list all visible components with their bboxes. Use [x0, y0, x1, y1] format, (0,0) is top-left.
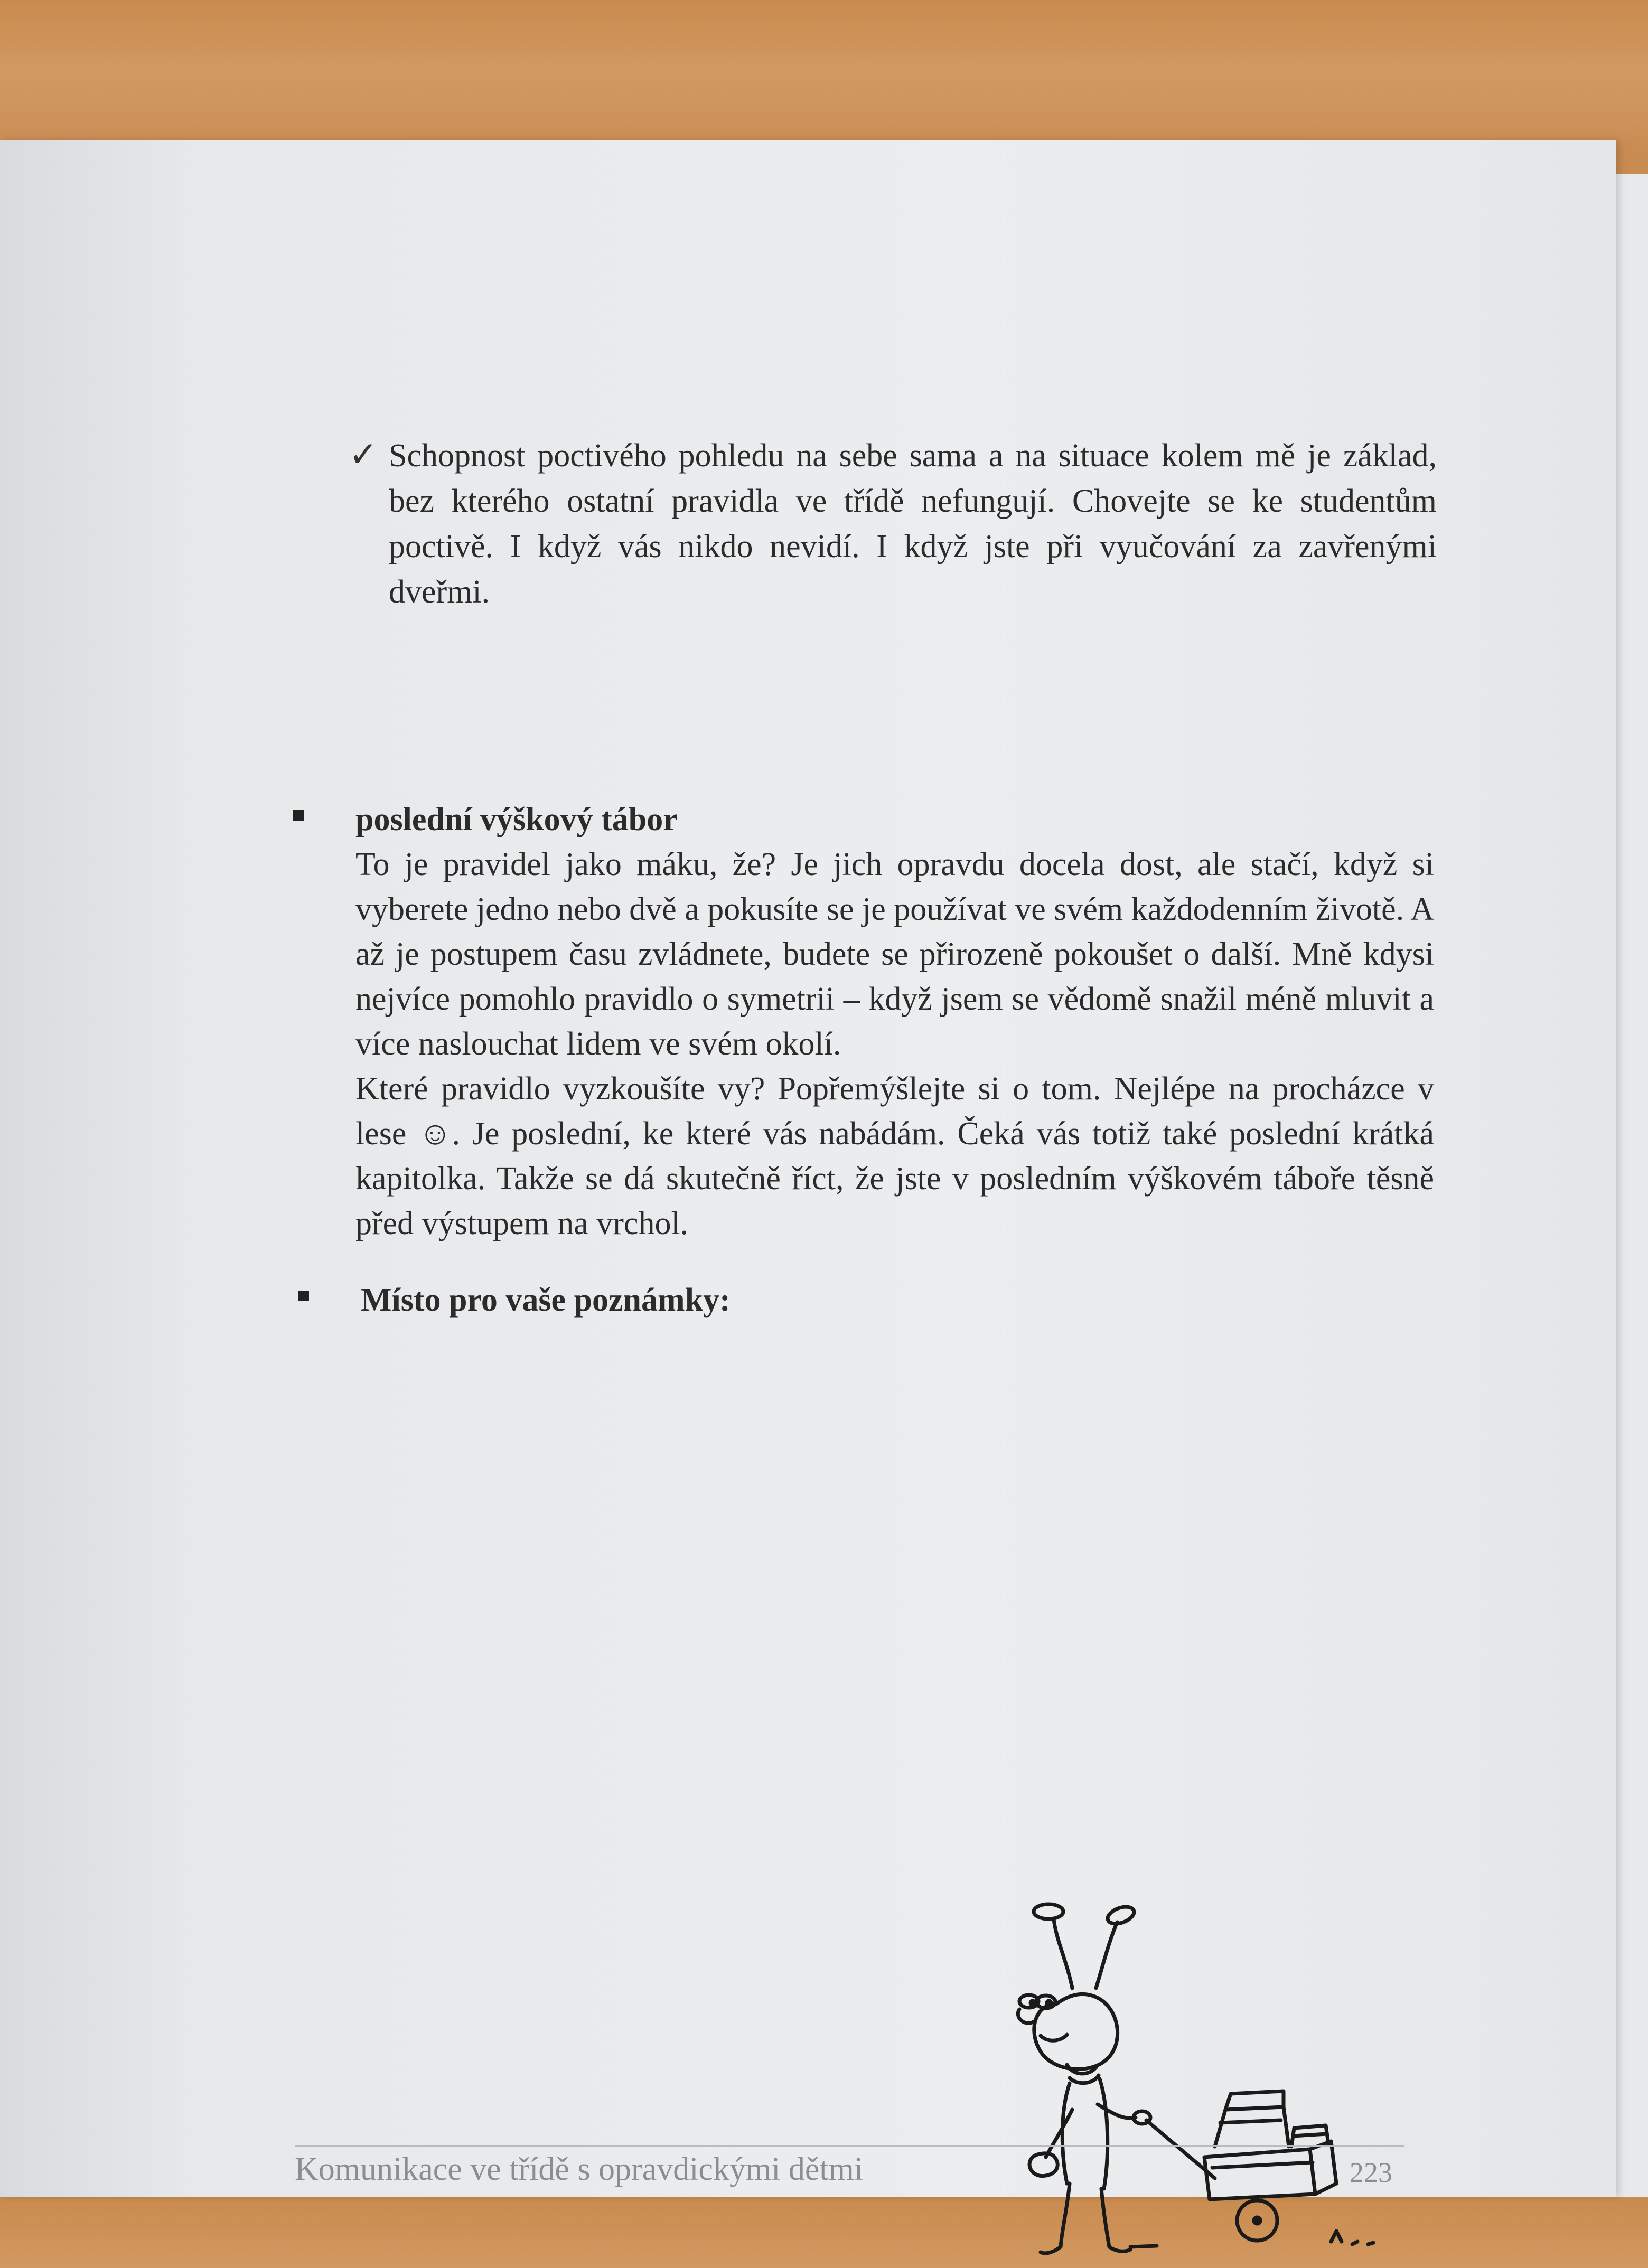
footer-book-title: Komunikace ve třídě s opravdickými dětmi	[295, 2151, 864, 2187]
section-paragraph: Které pravidlo vyzkoušíte vy? Popřemýšlejte si o tom. Nejlépe na procházce v lese ☺. Je poslední, ke které vás nabádám. Čeká vás totiž také poslední krátká kapitolka. Takže se dá skutečně říct, že jste v posledním výškovém táboře těsně před výstupem na vrchol.	[355, 1071, 1434, 1241]
section-heading: Místo pro vaše poznámky:	[361, 1282, 731, 1318]
section-heading: poslední výškový tábor	[355, 802, 678, 837]
checklist-text: Schopnost poctivého pohledu na sebe sama a na situace kolem mě je základ, bez kterého ostatní pravidla ve třídě nefungují. Chovejte se ke studentům poctivě. I když vás nikdo nevidí. I když jste při vyučování za zavřenými dveřmi.	[389, 438, 1437, 610]
section-last-camp	[293, 797, 1434, 1246]
checkmark-icon: ✓	[349, 434, 378, 475]
section-notes	[298, 1278, 1439, 1323]
page-number: 223	[1350, 2157, 1392, 2188]
square-bullet-icon	[298, 1291, 309, 1301]
square-bullet-icon	[293, 810, 304, 821]
footer-divider	[295, 2145, 1404, 2147]
checklist-item	[349, 433, 1437, 615]
section-paragraph: To je pravidel jako máku, že? Je jich opravdu docela dost, ale stačí, když si vyberete jedno nebo dvě a pokusíte se je používat ve svém každodenním životě. A až je postupem času zvládnete, budete se přirozeně pokoušet o další. Mně kdysi nejvíce pomohlo pravidlo o symetrii – když jsem se vědomě snažil méně mluvit a více naslouchat lidem ve svém okolí.	[355, 846, 1434, 1062]
book-page	[0, 140, 1616, 2197]
cartoon-character-with-cart-illustration	[1004, 1883, 1405, 2268]
